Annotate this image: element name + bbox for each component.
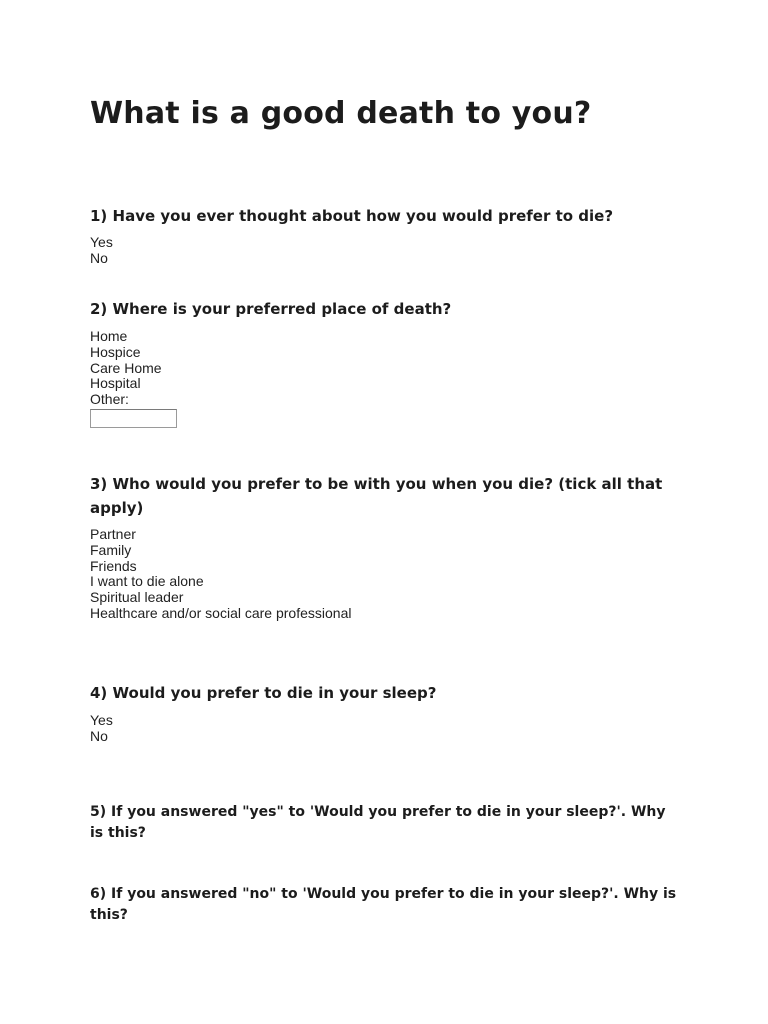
page-title: What is a good death to you? xyxy=(90,96,592,131)
question-2-options xyxy=(90,329,162,408)
option-family[interactable]: Family xyxy=(90,541,132,558)
question-2: 2) Where is your preferred place of death? xyxy=(90,300,452,318)
question-5: 5) If you answered "yes" to 'Would you prefer to die in your sleep?'. Why is this? xyxy=(90,804,666,841)
option-no[interactable]: No xyxy=(90,727,108,744)
question-4-options xyxy=(90,713,113,745)
option-friends[interactable]: Friends xyxy=(90,557,137,574)
option-healthcare-professional[interactable]: Healthcare and/or social care professional xyxy=(90,604,352,621)
option-yes[interactable]: Yes xyxy=(90,712,113,728)
option-other[interactable]: Other: xyxy=(90,391,129,408)
option-hospital[interactable]: Hospital xyxy=(90,375,141,392)
option-die-alone[interactable]: I want to die alone xyxy=(90,573,204,590)
option-partner[interactable]: Partner xyxy=(90,526,136,542)
option-no[interactable]: No xyxy=(90,249,108,266)
option-care-home[interactable]: Care Home xyxy=(90,359,162,376)
question-3: 3) Who would you prefer to be with you when you die? (tick all that apply) xyxy=(90,475,663,517)
option-yes[interactable]: Yes xyxy=(90,234,113,250)
question-6: 6) If you answered "no" to 'Would you prefer to die in your sleep?'. Why is this? xyxy=(90,886,677,923)
question-1-options xyxy=(90,235,113,267)
question-4: 4) Would you prefer to die in your sleep? xyxy=(90,684,437,702)
option-spiritual-leader[interactable]: Spiritual leader xyxy=(90,589,184,606)
option-hospice[interactable]: Hospice xyxy=(90,343,141,360)
other-text-input[interactable] xyxy=(90,409,177,428)
option-home[interactable]: Home xyxy=(90,328,128,344)
question-1: 1) Have you ever thought about how you would prefer to die? xyxy=(90,207,614,225)
question-3-options xyxy=(90,527,351,622)
